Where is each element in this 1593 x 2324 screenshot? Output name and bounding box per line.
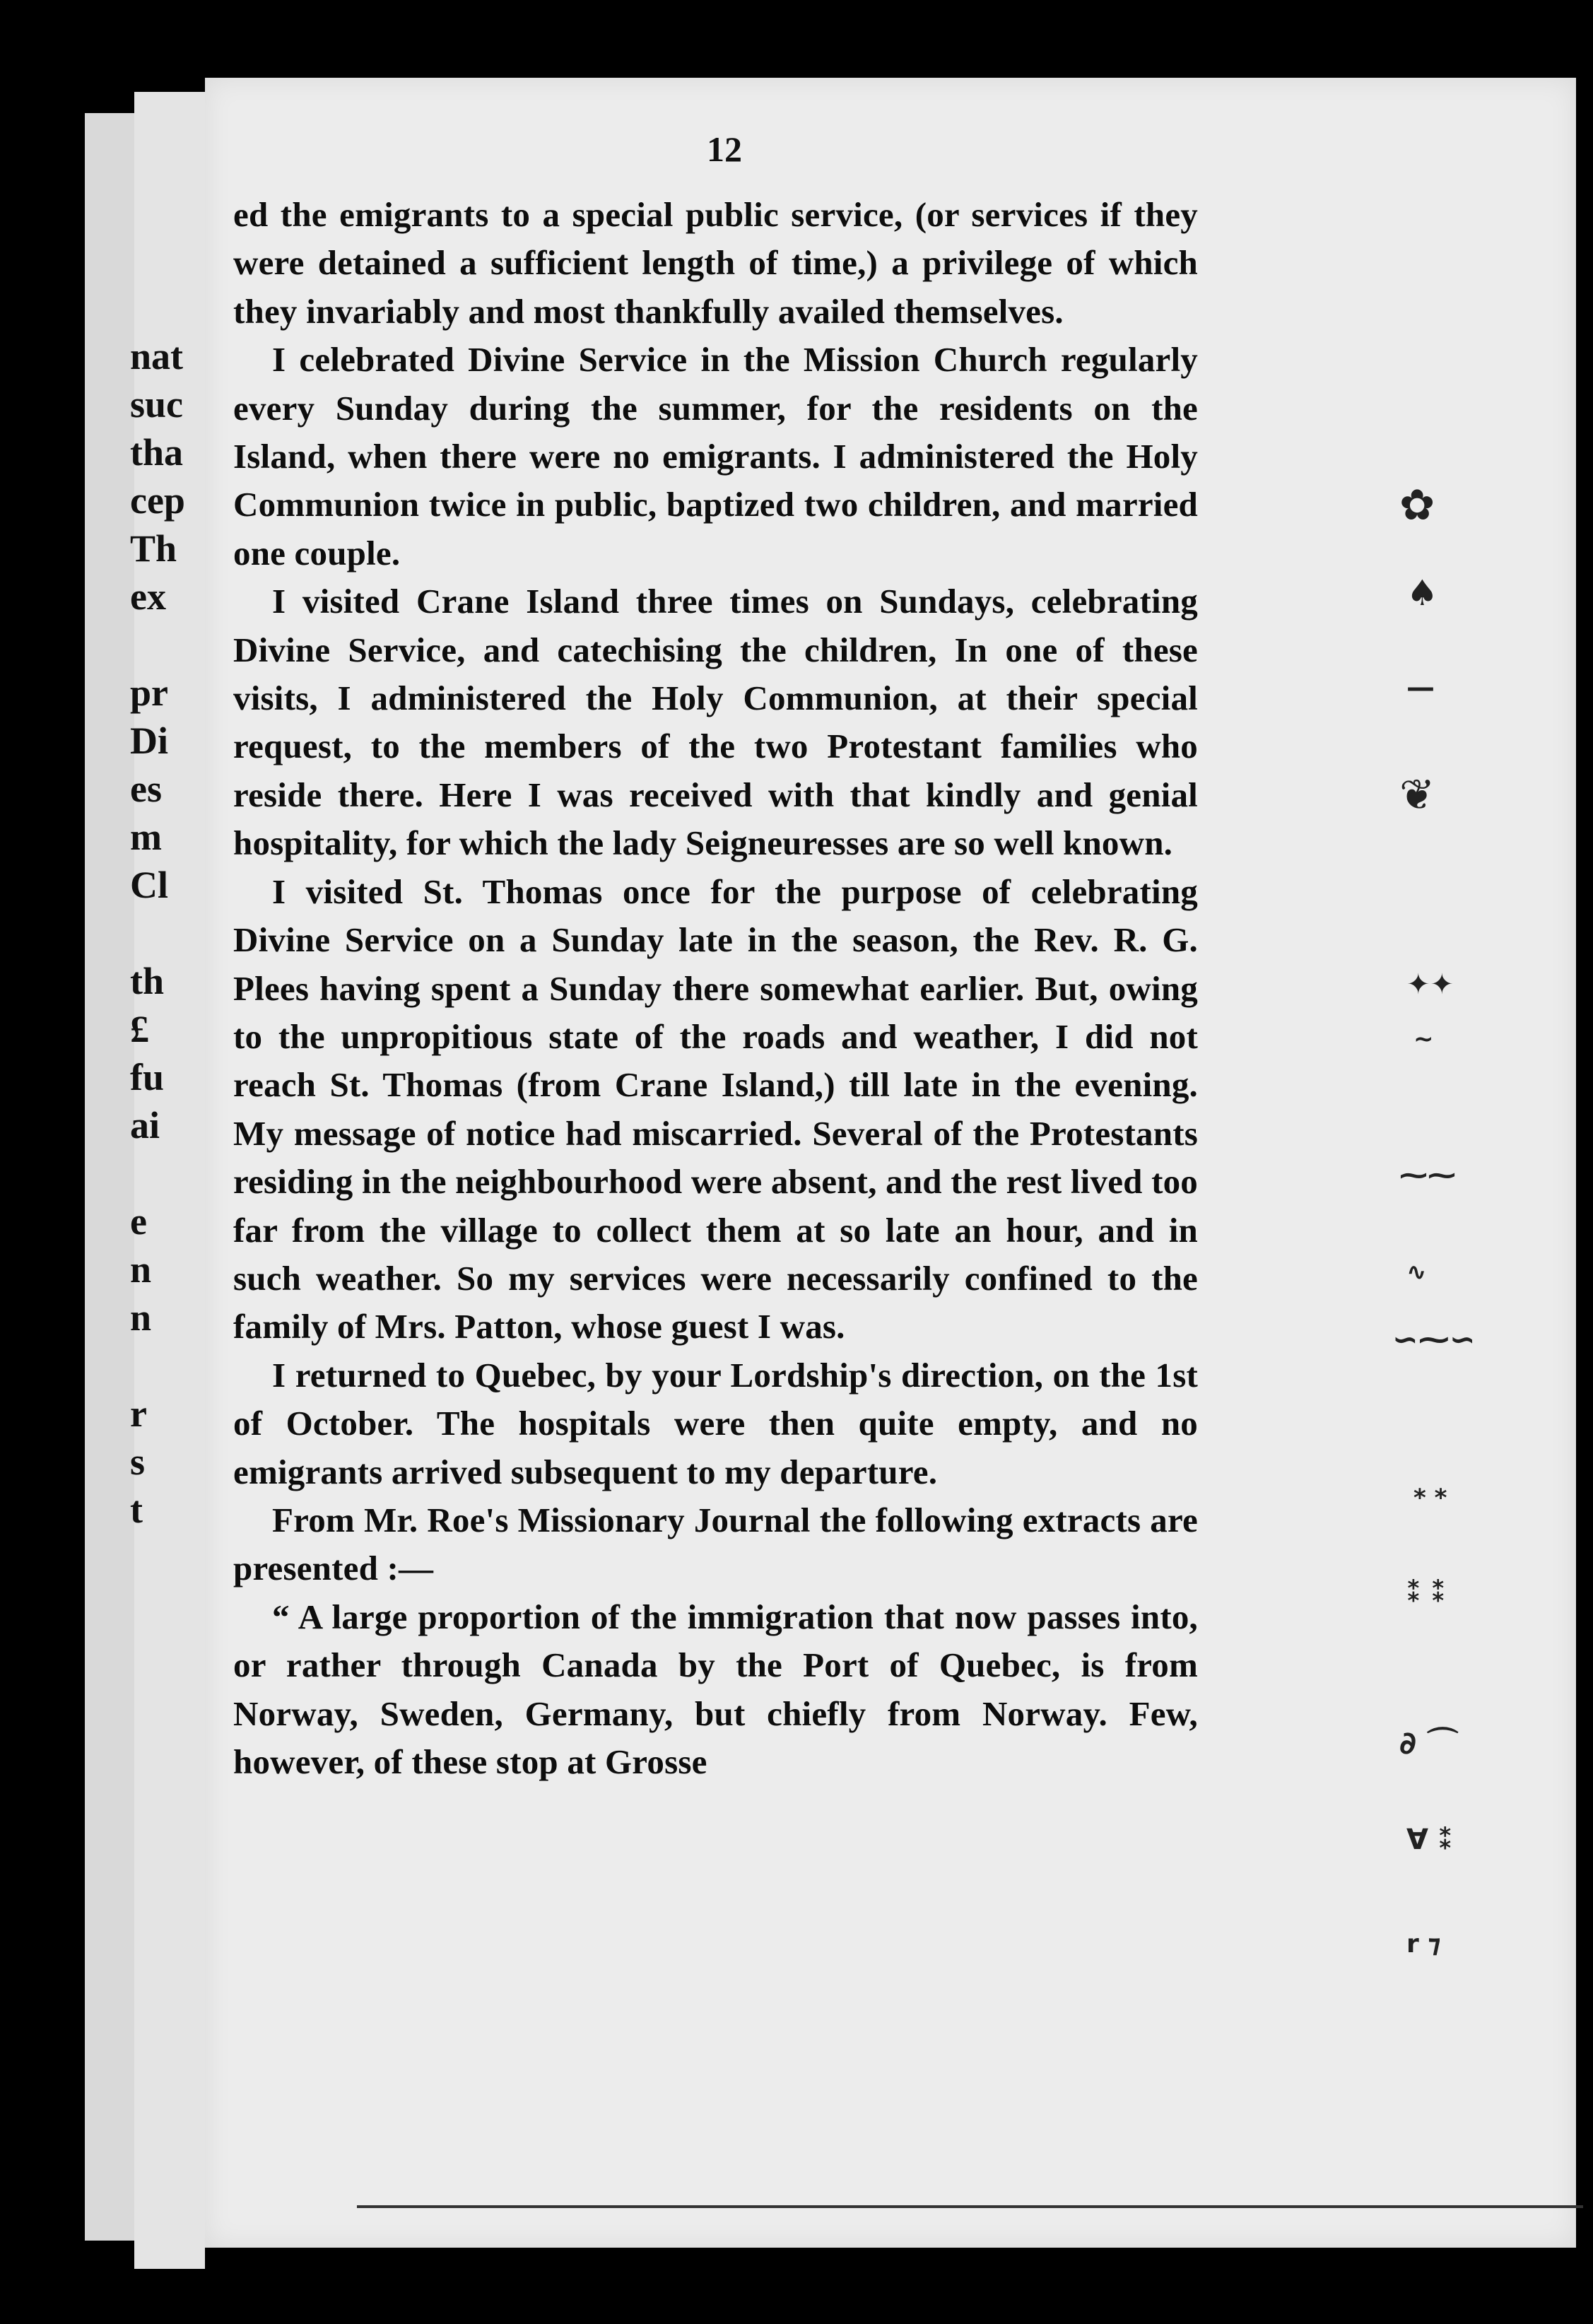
ink-blot: ~ [1413,1025,1434,1053]
ink-blot: ∿ [1406,1258,1427,1286]
underlying-text-fragment: cep [130,479,185,522]
underlying-text-fragment: r [130,1392,147,1435]
underlying-text-fragment: n [130,1248,152,1291]
underlying-text-fragment: th [130,960,165,1002]
paragraph: I returned to Quebec, by your Lordship's direction, on the 1st of October. The hospitals were then quite empty, and no emigrants arrived subsequent to my departure. [233,1355,1198,1491]
ink-blot: ✿ [1399,481,1435,530]
underlying-text-fragment: Th [130,527,177,570]
ink-blot: ∀ ⁑ [1406,1824,1453,1856]
underlying-text-fragment: m [130,816,162,858]
underlying-text-fragment [130,909,185,957]
ink-blot: ♠ [1406,573,1438,614]
ink-blot: ∽⁓∽ [1392,1322,1476,1358]
paragraph: I visited St. Thomas once for the purpose of celebrating Divine Service on a Sunday late in the season, the Rev. R. G. Plees having spent a Sunday there somewhat earlier. But, owing to the unpropitious state of the roads and weather, I did not reach St. Thomas (from Crane Island,) till late in the evening. My message of notice had miscarried. Several of the Protestants residing in the neighbourhood were absent, and the rest lived too far from the village to collect them at so late an hour, and in such weather. So my services were necessarily confined to the family of Mrs. Patton, whose guest I was. [233,872,1198,1346]
ink-blot: ∂ ⌒ [1399,1725,1459,1761]
underlying-text-fragment: pr [130,671,168,714]
paragraph: From Mr. Roe's Missionary Journal the following extracts are presented :— [233,1500,1198,1588]
underlying-text-fragment: suc [130,383,184,426]
paragraph: ed the emigrants to a special public service, (or services if they were detained a sufficient length of time,) a privilege of which they invariably and most thankfully availed themselves. [233,195,1198,331]
underlying-text-fragment: tha [130,431,184,474]
underlying-text-fragment [130,1149,185,1197]
underlying-text-fragment: ex [130,575,166,618]
show-through-marks [1378,459,1555,2085]
paragraph: “ A large proportion of the immigration that now passes into, or rather through Canada by the Port of Quebec, is from Norway, Sweden, Germany, but chiefly from Norway. Few, however, of these stop at Grosse [233,1597,1198,1781]
underlying-text-fragment: s [130,1440,146,1483]
ink-blot: ✦✦ [1406,968,1454,1001]
underlying-text-fragment: e [130,1200,147,1243]
ink-blot: ❦ [1399,770,1435,820]
ink-blot: ⁑ ⁑ [1406,1576,1446,1609]
underlying-text-fragment: es [130,768,162,810]
ink-blot: ⁎ ⁎ [1413,1477,1447,1506]
paragraph: I visited Crane Island three times on Sundays, celebrating Divine Service, and catechising the children, In one of these visits, I administered the Holy Communion, at their special request, to the members of the two Protestant families who reside there. Here I was received with that kindly and genial hospitality, for which the lady Seigneuresses are so well known. [233,582,1198,863]
underlying-text-fragment: ai [130,1104,160,1146]
ink-blot: ⁓⁓ [1399,1159,1456,1192]
underlying-text-fragment: Di [130,720,168,762]
page-body [233,191,1198,1786]
underlying-text-fragment: t [130,1489,143,1531]
underlying-page-text [130,332,185,1534]
page-bottom-rule [357,2205,1583,2208]
ink-blot: — [1406,671,1435,704]
underlying-text-fragment: Cl [130,864,168,906]
paragraph: I celebrated Divine Service in the Mission Church regularly every Sunday during the summer, for the residents on the Island, when there were no emigrants. I administered the Holy Communion twice in public, baptized two children, and married one couple. [233,340,1198,573]
underlying-text-fragment [130,621,185,669]
underlying-text-fragment: £ [130,1008,149,1050]
underlying-text-fragment: nat [130,335,184,377]
underlying-text-fragment [130,1342,185,1390]
underlying-text-fragment: n [130,1296,152,1339]
page-number: 12 [707,129,742,169]
underlying-text-fragment: fu [130,1056,165,1098]
ink-blot: r ⁊ [1406,1930,1441,1959]
